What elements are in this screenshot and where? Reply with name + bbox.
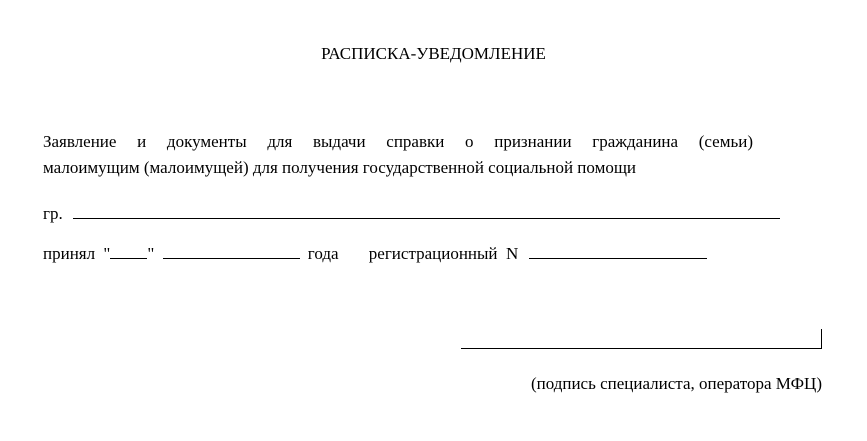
registration-number-blank <box>529 243 707 259</box>
accepted-label: принял <box>43 244 96 263</box>
day-quote-open: " <box>103 244 111 263</box>
day-blank <box>110 243 147 259</box>
accepted-row <box>43 243 707 264</box>
day-quote-close: " <box>147 244 155 263</box>
registration-label: регистрационный N <box>368 244 519 263</box>
month-blank <box>163 243 300 259</box>
statement-line-1: Заявление и документы для выдачи справки о признании гражданина (семьи) <box>43 132 753 151</box>
signature-line <box>461 348 822 349</box>
citizen-row <box>43 203 780 224</box>
year-word: года <box>307 244 339 263</box>
citizen-name-blank <box>73 203 780 219</box>
document-title: РАСПИСКА-УВЕДОМЛЕНИЕ <box>321 44 546 63</box>
statement-line-2: малоимущим (малоимущей) для получения государственной социальной помощи <box>43 158 637 177</box>
citizen-label: гр. <box>43 204 63 223</box>
signature-caption: (подпись специалиста, оператора МФЦ) <box>530 374 822 393</box>
signature-line-tick <box>821 329 822 349</box>
